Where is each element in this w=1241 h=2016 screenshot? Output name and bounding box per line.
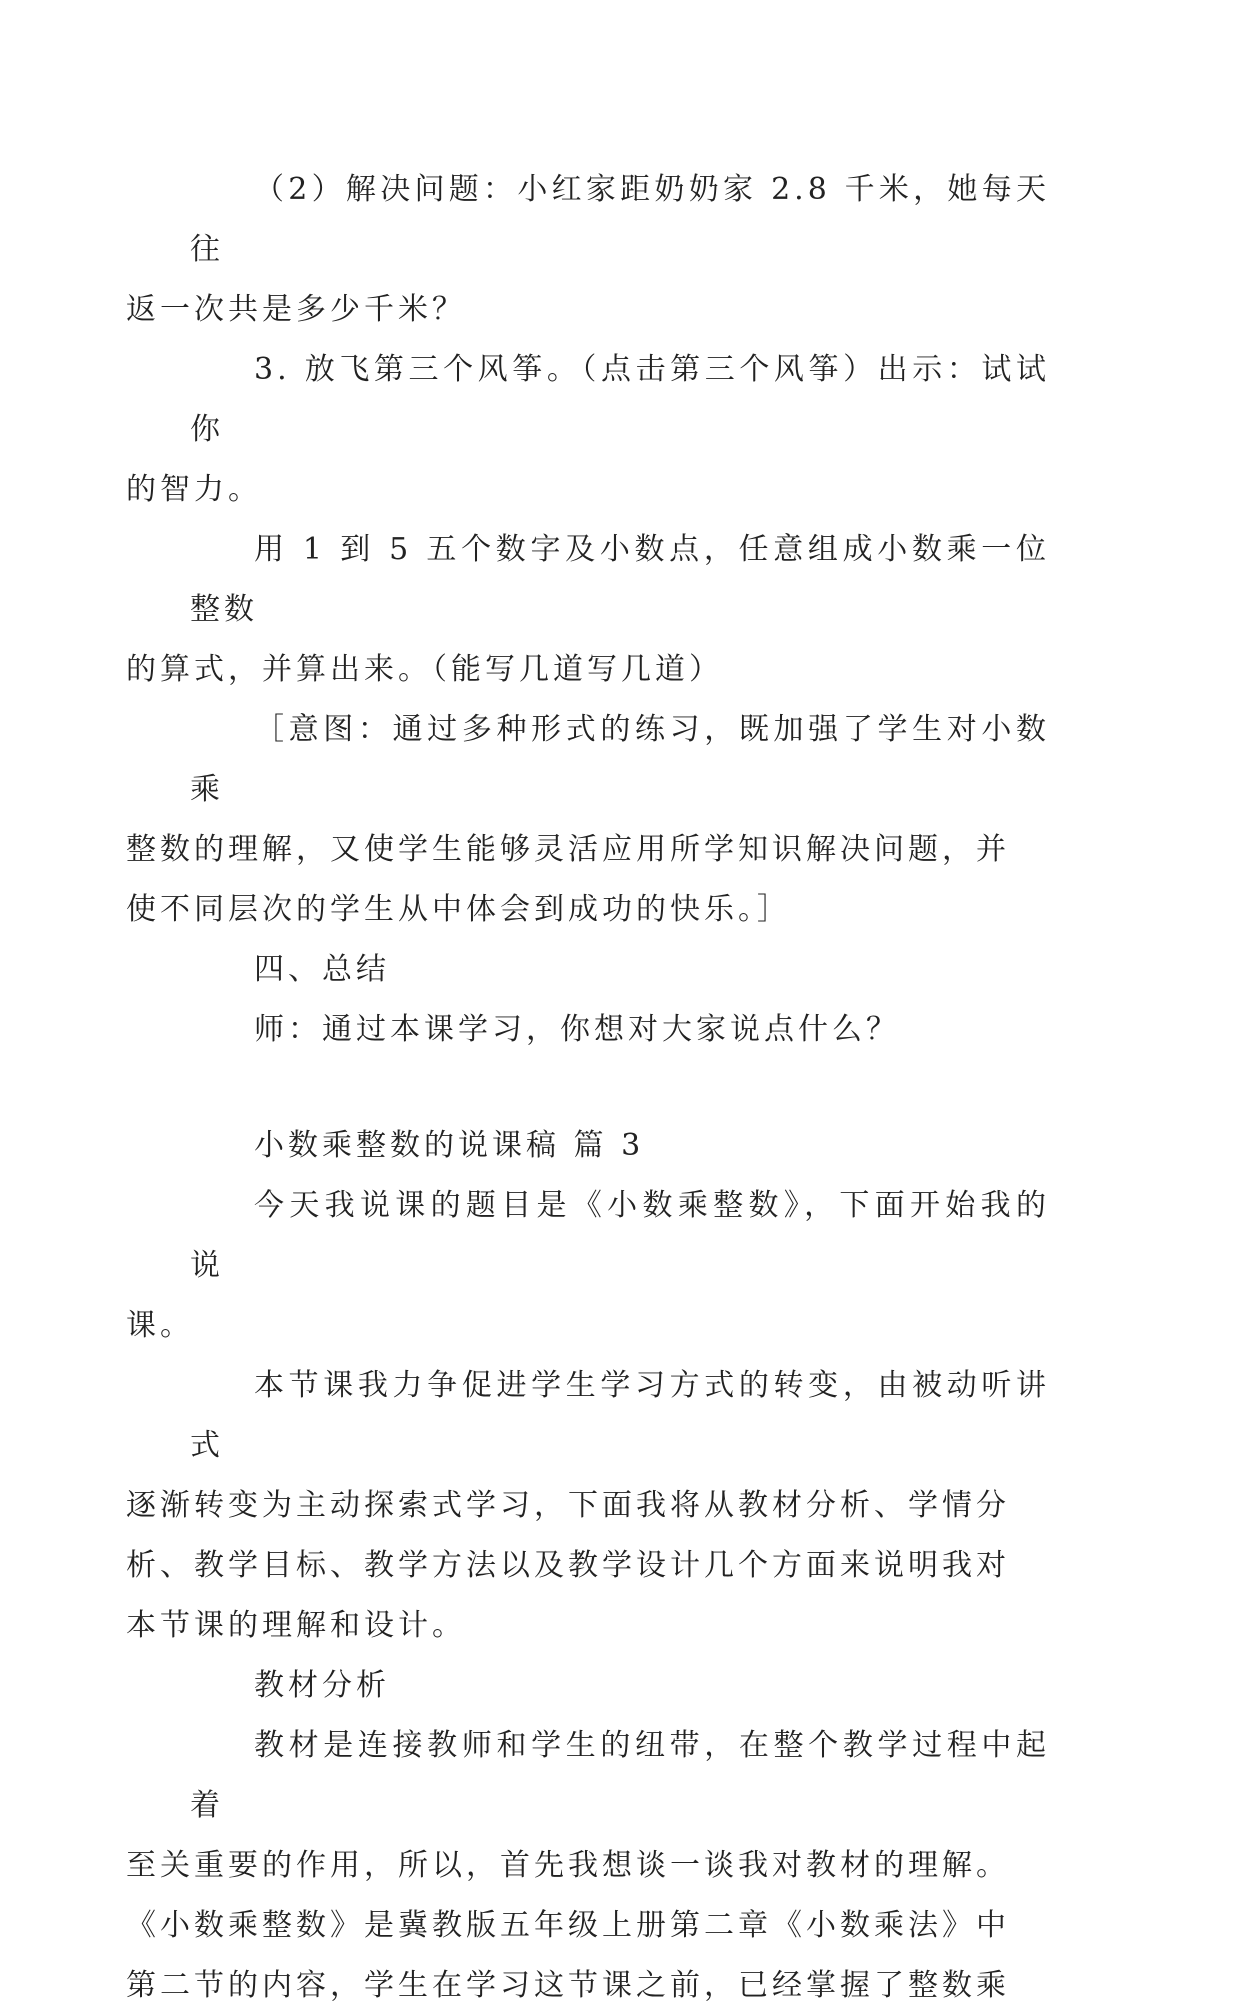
paragraph-intent	[126, 700, 1050, 940]
text-line: 3. 放飞第三个风筝。（点击第三个风筝）出示：试试你	[190, 352, 1050, 447]
text-line: 本节课的理解和设计。	[126, 1608, 466, 1643]
text-line: 课。	[126, 1308, 194, 1343]
text-line: 用 1 到 5 五个数字及小数点，任意组成小数乘一位整数	[190, 532, 1050, 627]
text-line: 的智力。	[126, 472, 262, 507]
section-heading-textbook-analysis	[190, 1656, 1050, 1716]
text-line: 小数乘整数的说课稿 篇 3	[254, 1128, 645, 1163]
section-heading-summary	[190, 940, 1050, 1000]
text-line: 整数的理解，又使学生能够灵活应用所学知识解决问题，并	[126, 832, 1010, 867]
text-line: 今天我说课的题目是《小数乘整数》，下面开始我的说	[190, 1188, 1050, 1283]
text-line: 的算式，并算出来。（能写几道写几道）	[126, 652, 723, 687]
section-spacer	[190, 1060, 1050, 1116]
section-title-part-3	[190, 1116, 1050, 1176]
text-line: 返一次共是多少千米？	[126, 292, 466, 327]
text-line: 《小数乘整数》是冀教版五年级上册第二章《小数乘法》中	[126, 1908, 1010, 1943]
text-line: 本节课我力争促进学生学习方式的转变，由被动听讲式	[190, 1368, 1050, 1463]
paragraph-teacher-question	[190, 1000, 1050, 1060]
paragraph-textbook	[126, 1716, 1050, 2016]
text-line: 使不同层次的学生从中体会到成功的快乐。］	[126, 892, 791, 927]
text-line: 教材分析	[254, 1668, 390, 1703]
text-line: 析、教学目标、教学方法以及教学设计几个方面来说明我对	[126, 1548, 1010, 1583]
text-line: （2）解决问题：小红家距奶奶家 2.8 千米，她每天往	[190, 172, 1050, 267]
text-line: 至关重要的作用，所以，首先我想谈一谈我对教材的理解。	[126, 1848, 1010, 1883]
text-line: 第二节的内容，学生在学习这节课之前，已经掌握了整数乘	[126, 1968, 1010, 2003]
document-page	[126, 160, 1050, 2016]
paragraph-third-kite	[126, 340, 1050, 520]
paragraph-overview	[126, 1356, 1050, 1656]
paragraph-problem-solving	[126, 160, 1050, 340]
paragraph-digits-task	[126, 520, 1050, 700]
text-line: ［意图：通过多种形式的练习，既加强了学生对小数乘	[190, 712, 1050, 807]
text-line: 师：通过本课学习，你想对大家说点什么？	[254, 1012, 900, 1047]
paragraph-intro	[126, 1176, 1050, 1356]
text-line: 教材是连接教师和学生的纽带，在整个教学过程中起着	[190, 1728, 1050, 1823]
text-line: 四、总结	[254, 952, 390, 987]
text-line: 逐渐转变为主动探索式学习，下面我将从教材分析、学情分	[126, 1488, 1010, 1523]
